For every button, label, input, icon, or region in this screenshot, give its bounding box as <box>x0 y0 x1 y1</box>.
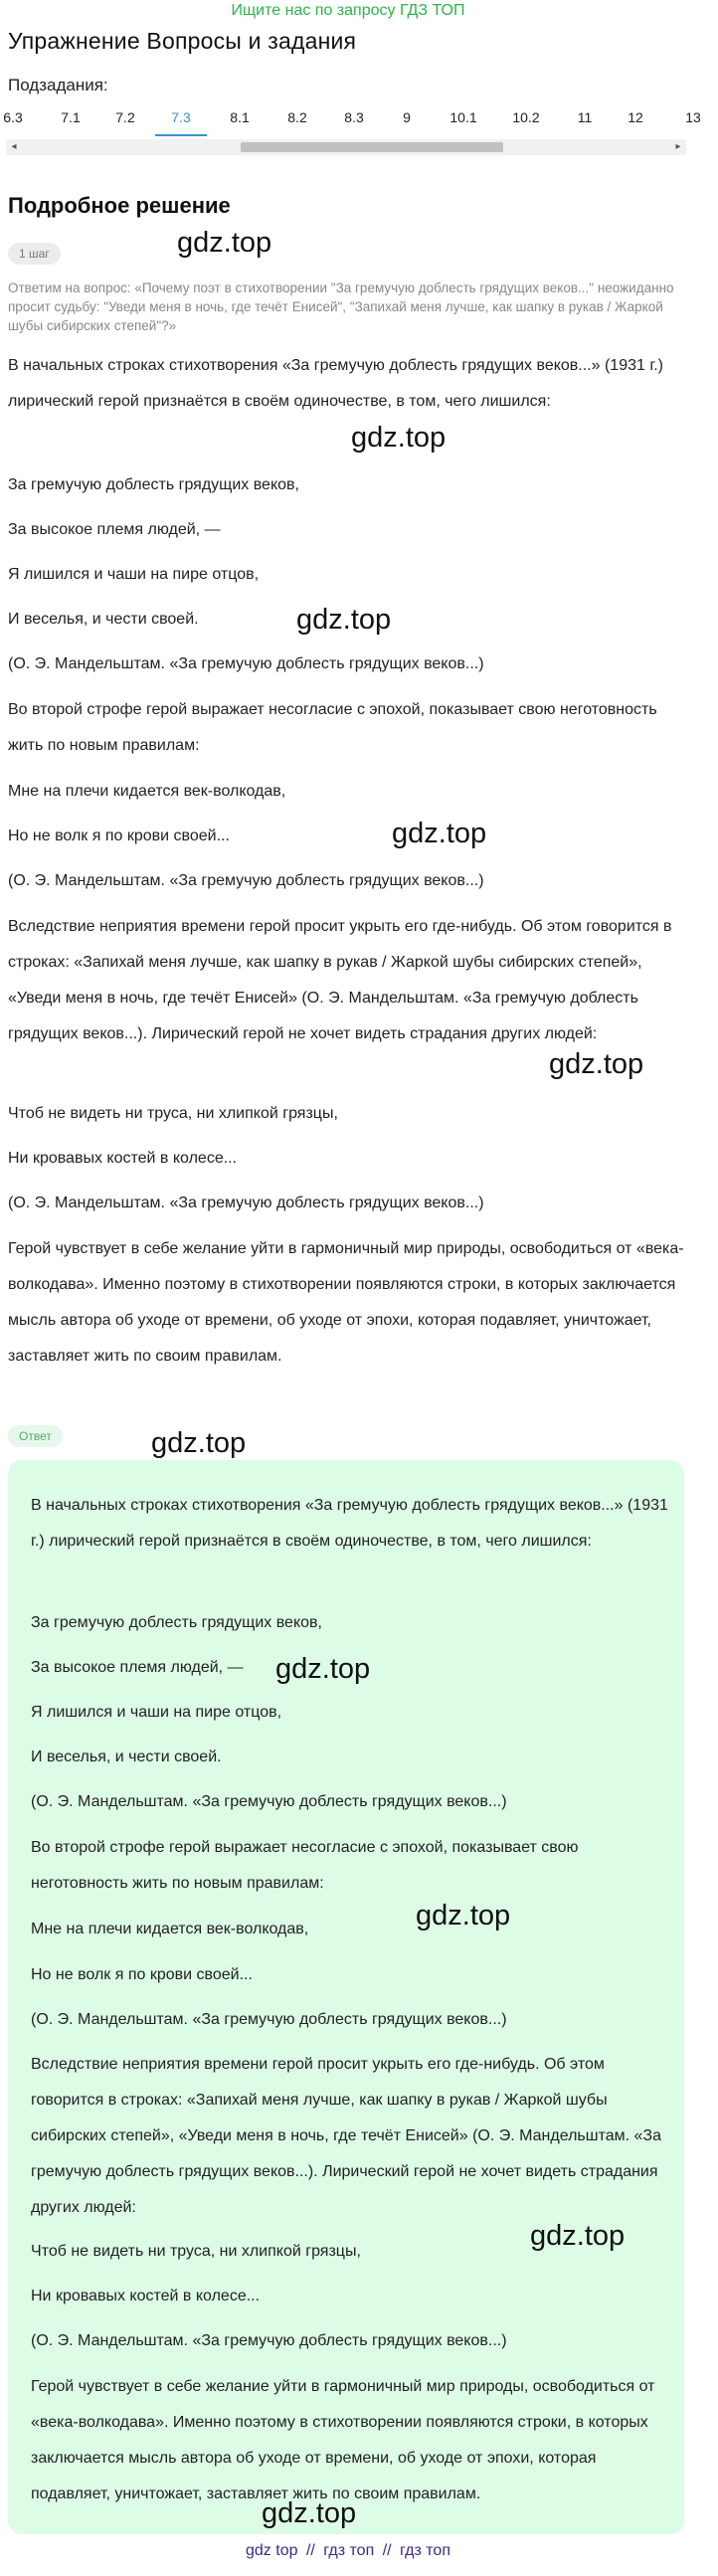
footer-separator: // <box>382 2542 392 2559</box>
poem-line: За высокое племя людей, — <box>8 521 221 538</box>
answer-paragraph: Во второй строфе герой выражает несогласие с эпохой, показывает свою неготовность жить по новым правилам: <box>31 1839 579 1892</box>
tab-7-1[interactable]: 7.1 <box>61 109 81 125</box>
poem-line: Но не волк я по крови своей... <box>31 1966 253 1983</box>
watermark: gdz.top <box>177 227 272 259</box>
question-text: Ответим на вопрос: «Почему поэт в стихотворении "За гремучую доблесть грядущих веков..." неожиданно просит судьбу: "Уведи меня в ночь, где течёт Енисей", "Запихай меня лучше, как шапку в рукав / Жаркой шубы сибирских степей"?» <box>8 280 674 333</box>
poem-line: Мне на плечи кидается век-волкодав, <box>8 783 286 800</box>
page-title: Упражнение Вопросы и задания <box>8 28 357 54</box>
citation: (О. Э. Мандельштам. «За гремучую доблесть грядущих веков...) <box>31 2011 507 2028</box>
tab-10-1[interactable]: 10.1 <box>449 109 477 125</box>
subtasks-label: Подзадания: <box>8 76 108 94</box>
poem-line: За гремучую доблесть грядущих веков, <box>8 476 299 493</box>
answer-badge: Ответ <box>8 1425 63 1447</box>
poem-line: Я лишился и чаши на пире отцов, <box>31 1704 282 1721</box>
citation: (О. Э. Мандельштам. «За гремучую доблесть грядущих веков...) <box>8 655 484 672</box>
poem-line: И веселья, и чести своей. <box>31 1748 222 1765</box>
tab-8-1[interactable]: 8.1 <box>230 109 250 125</box>
poem-line: И веселья, и чести своей. <box>8 611 199 628</box>
active-tab-indicator <box>155 134 207 136</box>
poem-line: Мне на плечи кидается век-волкодав, <box>31 1921 309 1937</box>
watermark: gdz.top <box>262 2497 357 2529</box>
tab-11[interactable]: 11 <box>577 109 593 125</box>
footer-link[interactable]: гдз топ <box>323 2542 375 2559</box>
tabs-scrollbar[interactable] <box>6 139 686 155</box>
tab-8-2[interactable]: 8.2 <box>287 109 307 125</box>
poem-line: За высокое племя людей, — <box>31 1659 244 1676</box>
solution-title: Подробное решение <box>8 193 231 218</box>
tab-12[interactable]: 12 <box>628 109 643 125</box>
solution-paragraph: Вследствие неприятия времени герой просит укрыть его где-нибудь. Об этом говорится в строках: «Запихай меня лучше, как шапку в рукав / Жаркой шубы сибирских степей», «Уведи меня в ночь, где течёт Енисей» (О. Э. Мандельштам. «За гремучую доблесть грядущих веков...). Лирический герой не хочет видеть страдания других людей: <box>8 918 672 1042</box>
answer-paragraph: В начальных строках стихотворения «За гремучую доблесть грядущих веков...» (1931 г.) лирический герой признаётся в своём одиночестве, в том, чего лишился: <box>31 1497 668 1550</box>
watermark: gdz.top <box>351 422 447 454</box>
tab-10-2[interactable]: 10.2 <box>512 109 540 125</box>
poem-line: Чтоб не видеть ни труса, ни хлипкой грязцы, <box>8 1105 338 1122</box>
footer-link[interactable]: гдз топ <box>400 2542 450 2559</box>
scroll-right-arrow-icon[interactable]: ▸ <box>675 141 681 152</box>
answer-paragraph: Вследствие неприятия времени герой просит укрыть его где-нибудь. Об этом говорится в строках: «Запихай меня лучше, как шапку в рукав / Жаркой шубы сибирских степей», «Уведи меня в ночь, где течёт Енисей» (О. Э. Мандельштам. «За гремучую доблесть грядущих веков...). Лирический герой не хочет видеть страдания других людей: <box>31 2056 661 2216</box>
citation: (О. Э. Мандельштам. «За гремучую доблесть грядущих веков...) <box>31 2332 507 2349</box>
footer-links <box>0 2542 696 2560</box>
citation: (О. Э. Мандельштам. «За гремучую доблесть грядущих веков...) <box>8 1195 484 1211</box>
watermark: gdz.top <box>275 1653 371 1685</box>
tab-6-3[interactable]: 6.3 <box>3 109 23 125</box>
poem-line: Но не волк я по крови своей... <box>8 828 230 844</box>
tab-7-3[interactable]: 7.3 <box>171 109 191 125</box>
scrollbar-thumb[interactable] <box>241 142 503 152</box>
watermark: gdz.top <box>151 1427 247 1459</box>
watermark: gdz.top <box>549 1048 644 1080</box>
watermark: gdz.top <box>296 604 392 636</box>
solution-paragraph: Герой чувствует в себе желание уйти в гармоничный мир природы, освободиться от «века-волкодава». Именно поэтому в стихотворении появляются строки, в которых заключается мысль автора об уходе от времени, об уходе от эпохи, которая подавляет, уничтожает, заставляет жить по своим правилам. <box>8 1240 684 1365</box>
solution-paragraph: Во второй строфе герой выражает несогласие с эпохой, показывает свою неготовность жить по новым правилам: <box>8 701 657 754</box>
tab-9[interactable]: 9 <box>403 109 411 125</box>
watermark: gdz.top <box>530 2220 626 2252</box>
watermark: gdz.top <box>416 1900 511 1932</box>
poem-line: За гремучую доблесть грядущих веков, <box>31 1614 322 1631</box>
citation: (О. Э. Мандельштам. «За гремучую доблесть грядущих веков...) <box>8 872 484 889</box>
poem-line: Ни кровавых костей в колесе... <box>8 1150 238 1167</box>
poem-line: Я лишился и чаши на пире отцов, <box>8 566 260 583</box>
step-badge: 1 шаг <box>8 243 61 265</box>
citation: (О. Э. Мандельштам. «За гремучую доблесть грядущих веков...) <box>31 1793 507 1810</box>
poem-line: Чтоб не видеть ни труса, ни хлипкой грязцы, <box>31 2243 361 2260</box>
watermark: gdz.top <box>392 818 487 849</box>
tab-7-2[interactable]: 7.2 <box>115 109 135 125</box>
subtask-tabs <box>0 99 701 135</box>
tab-13[interactable]: 13 <box>685 109 701 125</box>
scroll-left-arrow-icon[interactable]: ◂ <box>11 141 17 152</box>
answer-paragraph: Герой чувствует в себе желание уйти в гармоничный мир природы, освободиться от «века-волкодава». Именно поэтому в стихотворении появляются строки, в которых заключается мысль автора об уходе от времени, об уходе от эпохи, которая подавляет, уничтожает, заставляет жить по своим правилам. <box>31 2378 655 2502</box>
top-banner: Ищите нас по запросу ГДЗ ТОП <box>231 2 465 19</box>
footer-link[interactable]: gdz top <box>246 2542 298 2559</box>
tab-8-3[interactable]: 8.3 <box>344 109 364 125</box>
solution-paragraph: В начальных строках стихотворения «За гремучую доблесть грядущих веков...» (1931 г.) лирический герой признаётся в своём одиночестве, в том, чего лишился: <box>8 357 663 410</box>
poem-line: Ни кровавых костей в колесе... <box>31 2288 261 2304</box>
footer-separator: // <box>305 2542 315 2559</box>
